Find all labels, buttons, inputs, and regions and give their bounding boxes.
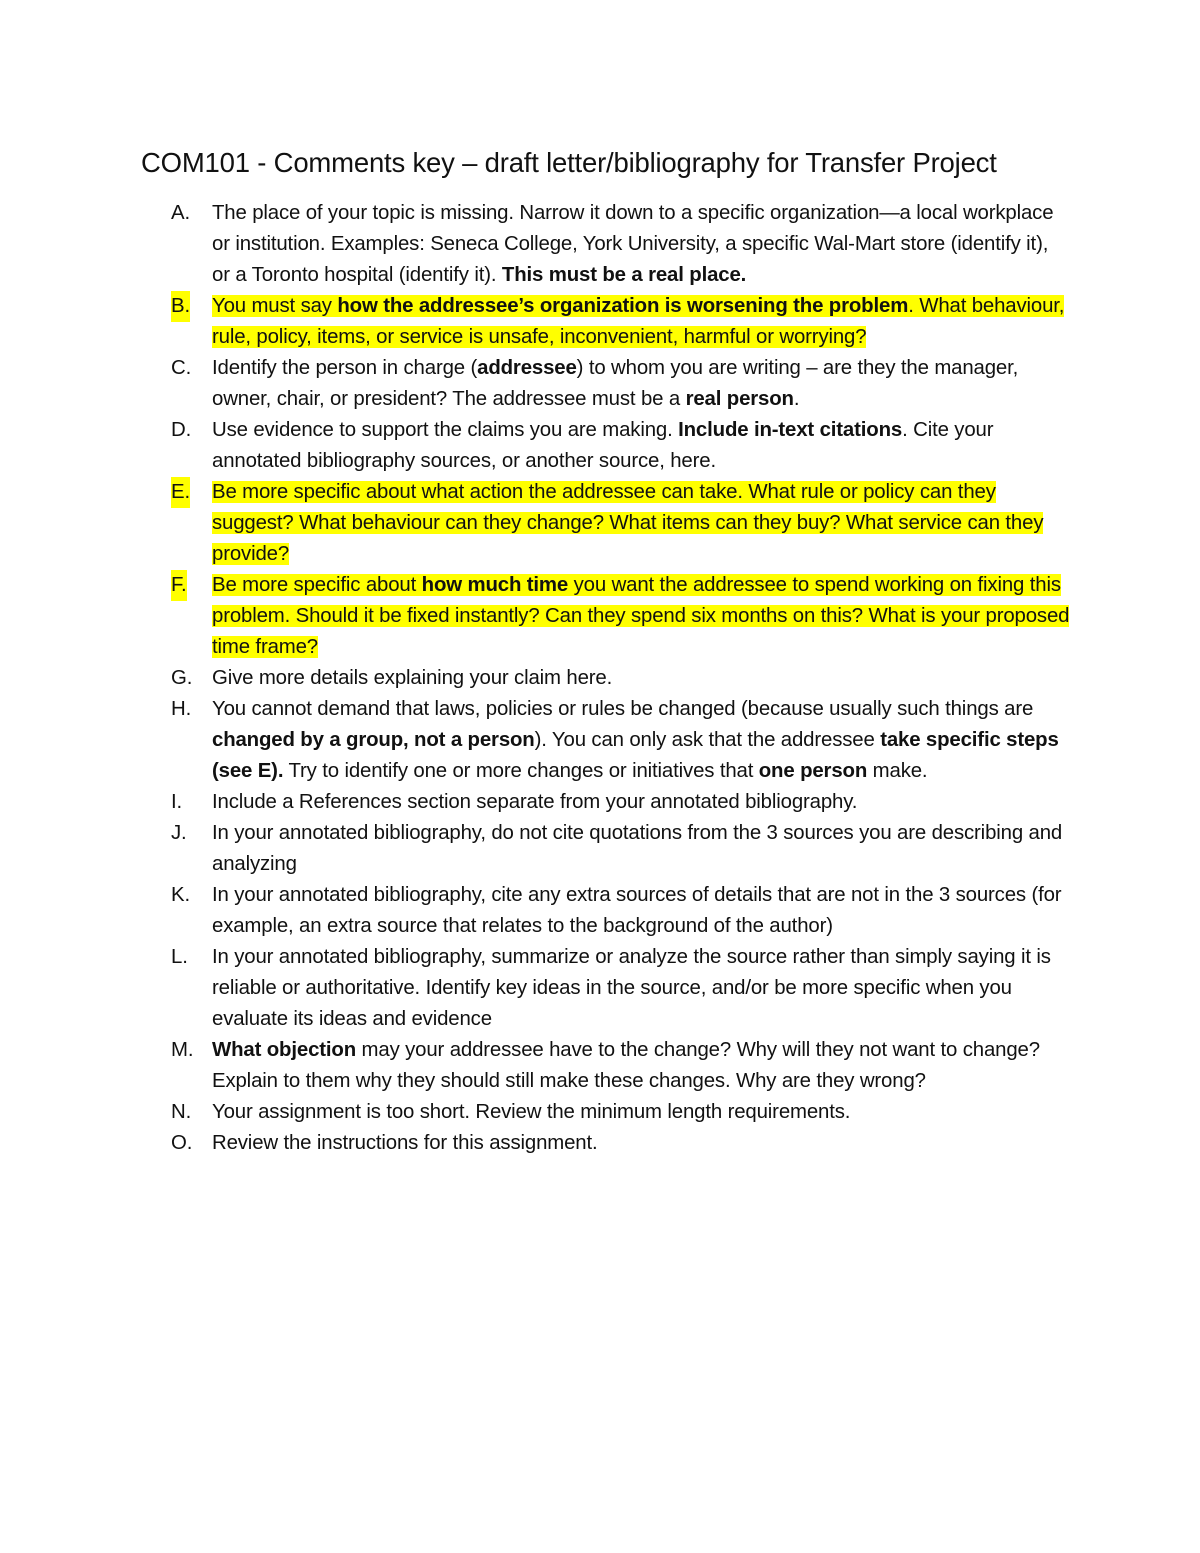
comment-text (212, 357, 1018, 410)
comment-letter: E. (171, 477, 190, 508)
comment-item (171, 787, 1071, 818)
comment-segment: The place of your topic is missing. Narrow it down to a specific organization—a local workplace or institution. Examples: Seneca College, York University, a specific Wal-Mart store (identify it), or a Toronto hospital (identify it). (212, 202, 1054, 286)
comments-key-list (171, 198, 1071, 1159)
comment-text (212, 946, 1051, 1030)
comment-emphasis: take specific steps (see E). (212, 729, 1059, 782)
comment-letter: H. (171, 698, 192, 720)
comment-emphasis: addressee (477, 357, 577, 379)
comment-emphasis: how the addressee’s organization is worsening the problem (337, 295, 909, 317)
comment-emphasis: real person (685, 388, 794, 410)
comment-letter: C. (171, 357, 192, 379)
comment-segment: Include a References section separate from your annotated bibliography. (212, 791, 858, 813)
comment-item (171, 353, 1071, 415)
comment-item (171, 663, 1071, 694)
comment-segment: Be more specific about what action the addressee can take. What rule or policy can they suggest? What behaviour can they change? What items can they buy? What service can they provide? (212, 481, 1044, 565)
comment-segment: You must say (212, 295, 338, 317)
document-title: COM101 - Comments key – draft letter/bibliography for Transfer Project (141, 147, 997, 178)
comment-text (212, 1101, 850, 1123)
comment-text (212, 698, 1059, 782)
comment-letter: A. (171, 202, 190, 224)
comment-segment: In your annotated bibliography, do not cite quotations from the 3 sources you are describing and analyzing (212, 822, 1063, 875)
comment-text (212, 295, 1064, 348)
comment-segment: . (793, 388, 800, 410)
comment-segment: Identify the person in charge ( (212, 357, 478, 379)
comment-emphasis: What objection (212, 1039, 357, 1061)
comment-item (171, 880, 1071, 942)
comment-letter: M. (171, 1039, 194, 1061)
comment-segment: Review the instructions for this assignment. (212, 1132, 598, 1154)
comment-letter: D. (171, 419, 192, 441)
comment-letter: I. (171, 791, 183, 813)
comment-text (212, 884, 1061, 937)
comment-item (171, 1097, 1071, 1128)
comment-emphasis: one person (758, 760, 868, 782)
comment-item (171, 1035, 1071, 1097)
comment-letter: O. (171, 1132, 193, 1154)
comment-item (171, 570, 1071, 663)
comment-segment: . What behaviour, rule, policy, items, or service is unsafe, inconvenient, harmful or worrying? (212, 295, 1065, 348)
comment-text (212, 667, 612, 689)
comment-text (212, 791, 857, 813)
comment-segment: Give more details explaining your claim here. (212, 667, 613, 689)
comment-segment: you want the addressee to spend working on fixing this problem. Should it be fixed instantly? Can they spend six months on this? What is your proposed time frame? (212, 574, 1070, 658)
comment-segment: Be more specific about (212, 574, 422, 596)
comment-emphasis: Include in-text citations (678, 419, 903, 441)
comment-item (171, 694, 1071, 787)
comment-segment: You cannot demand that laws, policies or rules be changed (because usually such things are (212, 698, 1034, 720)
comment-segment: Try to identify one or more changes or initiatives that (283, 760, 759, 782)
comment-text (212, 1132, 598, 1154)
comment-emphasis: This must be a real place. (501, 264, 747, 286)
comment-item (171, 198, 1071, 291)
comment-segment: In your annotated bibliography, summarize or analyze the source rather than simply saying it is reliable or authoritative. Identify key ideas in the source, and/or be more specific when you evaluate its ideas and evidence (212, 946, 1051, 1030)
comment-letter: G. (171, 667, 193, 689)
comment-item (171, 942, 1071, 1035)
comment-letter: K. (171, 884, 190, 906)
comment-text (212, 419, 993, 472)
comment-item (171, 477, 1071, 570)
comment-text (212, 202, 1053, 286)
comment-emphasis: changed by a group, not a person (212, 729, 535, 751)
comment-letter: F. (171, 570, 187, 601)
comment-item (171, 1128, 1071, 1159)
comment-emphasis: how much time (421, 574, 569, 596)
comment-text (212, 574, 1069, 658)
comment-segment: make. (867, 760, 928, 782)
comment-segment: ) to whom you are writing – are they the manager, owner, chair, or president? The addressee must be a (212, 357, 1019, 410)
comment-text (212, 1039, 1040, 1092)
comment-segment: Your assignment is too short. Review the minimum length requirements. (212, 1101, 851, 1123)
comment-item (171, 818, 1071, 880)
comment-segment: ). You can only ask that the addressee (534, 729, 881, 751)
comment-segment: Use evidence to support the claims you are making. (212, 419, 679, 441)
comment-item (171, 415, 1071, 477)
comment-item (171, 291, 1071, 353)
comment-letter: N. (171, 1101, 192, 1123)
comment-text (212, 481, 1043, 565)
comment-letter: L. (171, 946, 188, 968)
comment-segment: . Cite your annotated bibliography sources, or another source, here. (212, 419, 994, 472)
comment-letter: B. (171, 291, 190, 322)
comment-text (212, 822, 1062, 875)
comment-segment: In your annotated bibliography, cite any extra sources of details that are not in the 3 sources (for example, an extra source that relates to the background of the author) (212, 884, 1062, 937)
comment-letter: J. (171, 822, 187, 844)
comment-segment: may your addressee have to the change? Why will they not want to change? Explain to them why they should still make these changes. Why are they wrong? (212, 1039, 1040, 1092)
